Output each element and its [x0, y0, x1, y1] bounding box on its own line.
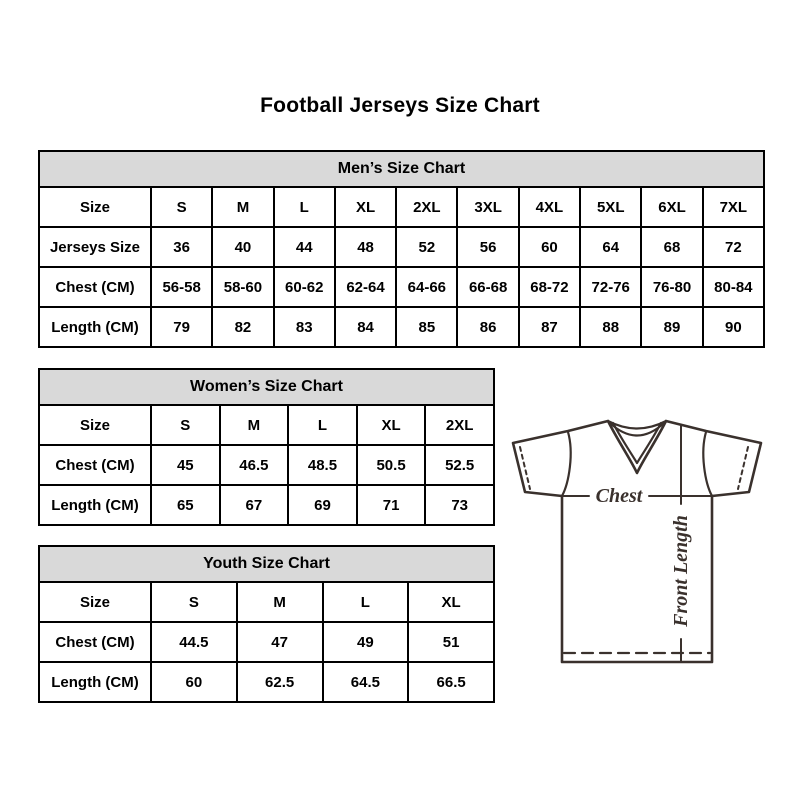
row-label: Chest (CM) [39, 622, 151, 662]
right-armhole-seam [703, 432, 712, 496]
size-value-cell: XL [408, 582, 494, 622]
size-value-cell: 3XL [457, 187, 518, 227]
size-value-cell: 6XL [641, 187, 702, 227]
size-value-cell: 48.5 [288, 445, 357, 485]
size-value-cell: 60-62 [274, 267, 335, 307]
size-value-cell: 48 [335, 227, 396, 267]
size-value-cell: 62.5 [237, 662, 323, 702]
size-value-cell: 56-58 [151, 267, 212, 307]
size-value-cell: 4XL [519, 187, 580, 227]
size-value-cell: 52.5 [425, 445, 494, 485]
section-header-row [39, 151, 764, 187]
size-value-cell: 40 [212, 227, 273, 267]
right-cuff-dashed-line [738, 447, 748, 489]
jersey-measurement-diagram [503, 413, 765, 668]
row-label: Chest (CM) [39, 445, 151, 485]
table-row [39, 662, 494, 702]
size-value-cell: 65 [151, 485, 220, 525]
row-label: Length (CM) [39, 307, 151, 347]
row-label: Chest (CM) [39, 267, 151, 307]
size-value-cell: M [212, 187, 273, 227]
front-length-label: Front Length [670, 515, 692, 627]
size-value-cell: 76-80 [641, 267, 702, 307]
size-value-cell: 66.5 [408, 662, 494, 702]
section-header-row [39, 369, 494, 405]
section-header: Men’s Size Chart [39, 151, 764, 187]
size-value-cell: 64.5 [323, 662, 409, 702]
size-value-cell: 50.5 [357, 445, 426, 485]
womens-size-chart-table [38, 368, 495, 526]
row-label: Length (CM) [39, 662, 151, 702]
size-value-cell: 7XL [703, 187, 764, 227]
size-value-cell: 67 [220, 485, 289, 525]
row-label: Size [39, 582, 151, 622]
size-value-cell: 64 [580, 227, 641, 267]
size-value-cell: 45 [151, 445, 220, 485]
table-row [39, 307, 764, 347]
jersey-outline [513, 421, 761, 662]
size-value-cell: 56 [457, 227, 518, 267]
size-value-cell: 73 [425, 485, 494, 525]
size-value-cell: 85 [396, 307, 457, 347]
size-value-cell: 69 [288, 485, 357, 525]
size-value-cell: 82 [212, 307, 273, 347]
table-row [39, 187, 764, 227]
size-value-cell: 79 [151, 307, 212, 347]
size-value-cell: 72-76 [580, 267, 641, 307]
size-value-cell: 60 [151, 662, 237, 702]
size-value-cell: 89 [641, 307, 702, 347]
size-value-cell: 62-64 [335, 267, 396, 307]
size-value-cell: 71 [357, 485, 426, 525]
size-value-cell: 44 [274, 227, 335, 267]
table-row [39, 622, 494, 662]
size-value-cell: 72 [703, 227, 764, 267]
size-value-cell: 68-72 [519, 267, 580, 307]
size-value-cell: 2XL [425, 405, 494, 445]
table-row [39, 267, 764, 307]
size-value-cell: 49 [323, 622, 409, 662]
table-row [39, 405, 494, 445]
chest-label: Chest [595, 485, 643, 507]
size-value-cell: 90 [703, 307, 764, 347]
size-value-cell: 84 [335, 307, 396, 347]
size-value-cell: S [151, 187, 212, 227]
mens-size-chart-table [38, 150, 765, 348]
size-value-cell: L [274, 187, 335, 227]
size-value-cell: 64-66 [396, 267, 457, 307]
page-title: Football Jerseys Size Chart [260, 94, 540, 117]
row-label: Size [39, 405, 151, 445]
size-value-cell: 44.5 [151, 622, 237, 662]
row-label: Size [39, 187, 151, 227]
section-header: Women’s Size Chart [39, 369, 494, 405]
size-value-cell: 47 [237, 622, 323, 662]
size-value-cell: XL [357, 405, 426, 445]
size-value-cell: 51 [408, 622, 494, 662]
size-value-cell: 52 [396, 227, 457, 267]
size-value-cell: 2XL [396, 187, 457, 227]
size-value-cell: XL [335, 187, 396, 227]
size-value-cell: 87 [519, 307, 580, 347]
size-value-cell: 88 [580, 307, 641, 347]
section-header: Youth Size Chart [39, 546, 494, 582]
youth-size-chart-table [38, 545, 495, 703]
size-value-cell: 80-84 [703, 267, 764, 307]
size-value-cell: L [323, 582, 409, 622]
size-value-cell: 60 [519, 227, 580, 267]
size-value-cell: 86 [457, 307, 518, 347]
jersey-diagram-svg [503, 413, 765, 668]
table-row [39, 485, 494, 525]
size-value-cell: M [237, 582, 323, 622]
left-armhole-seam [562, 432, 571, 496]
row-label: Length (CM) [39, 485, 151, 525]
table-row [39, 445, 494, 485]
table-row [39, 582, 494, 622]
size-value-cell: 83 [274, 307, 335, 347]
size-value-cell: 58-60 [212, 267, 273, 307]
size-value-cell: 68 [641, 227, 702, 267]
size-value-cell: S [151, 582, 237, 622]
size-value-cell: M [220, 405, 289, 445]
section-header-row [39, 546, 494, 582]
size-value-cell: 36 [151, 227, 212, 267]
row-label: Jerseys Size [39, 227, 151, 267]
size-value-cell: L [288, 405, 357, 445]
size-value-cell: 5XL [580, 187, 641, 227]
size-value-cell: 46.5 [220, 445, 289, 485]
size-value-cell: S [151, 405, 220, 445]
table-row [39, 227, 764, 267]
size-value-cell: 66-68 [457, 267, 518, 307]
